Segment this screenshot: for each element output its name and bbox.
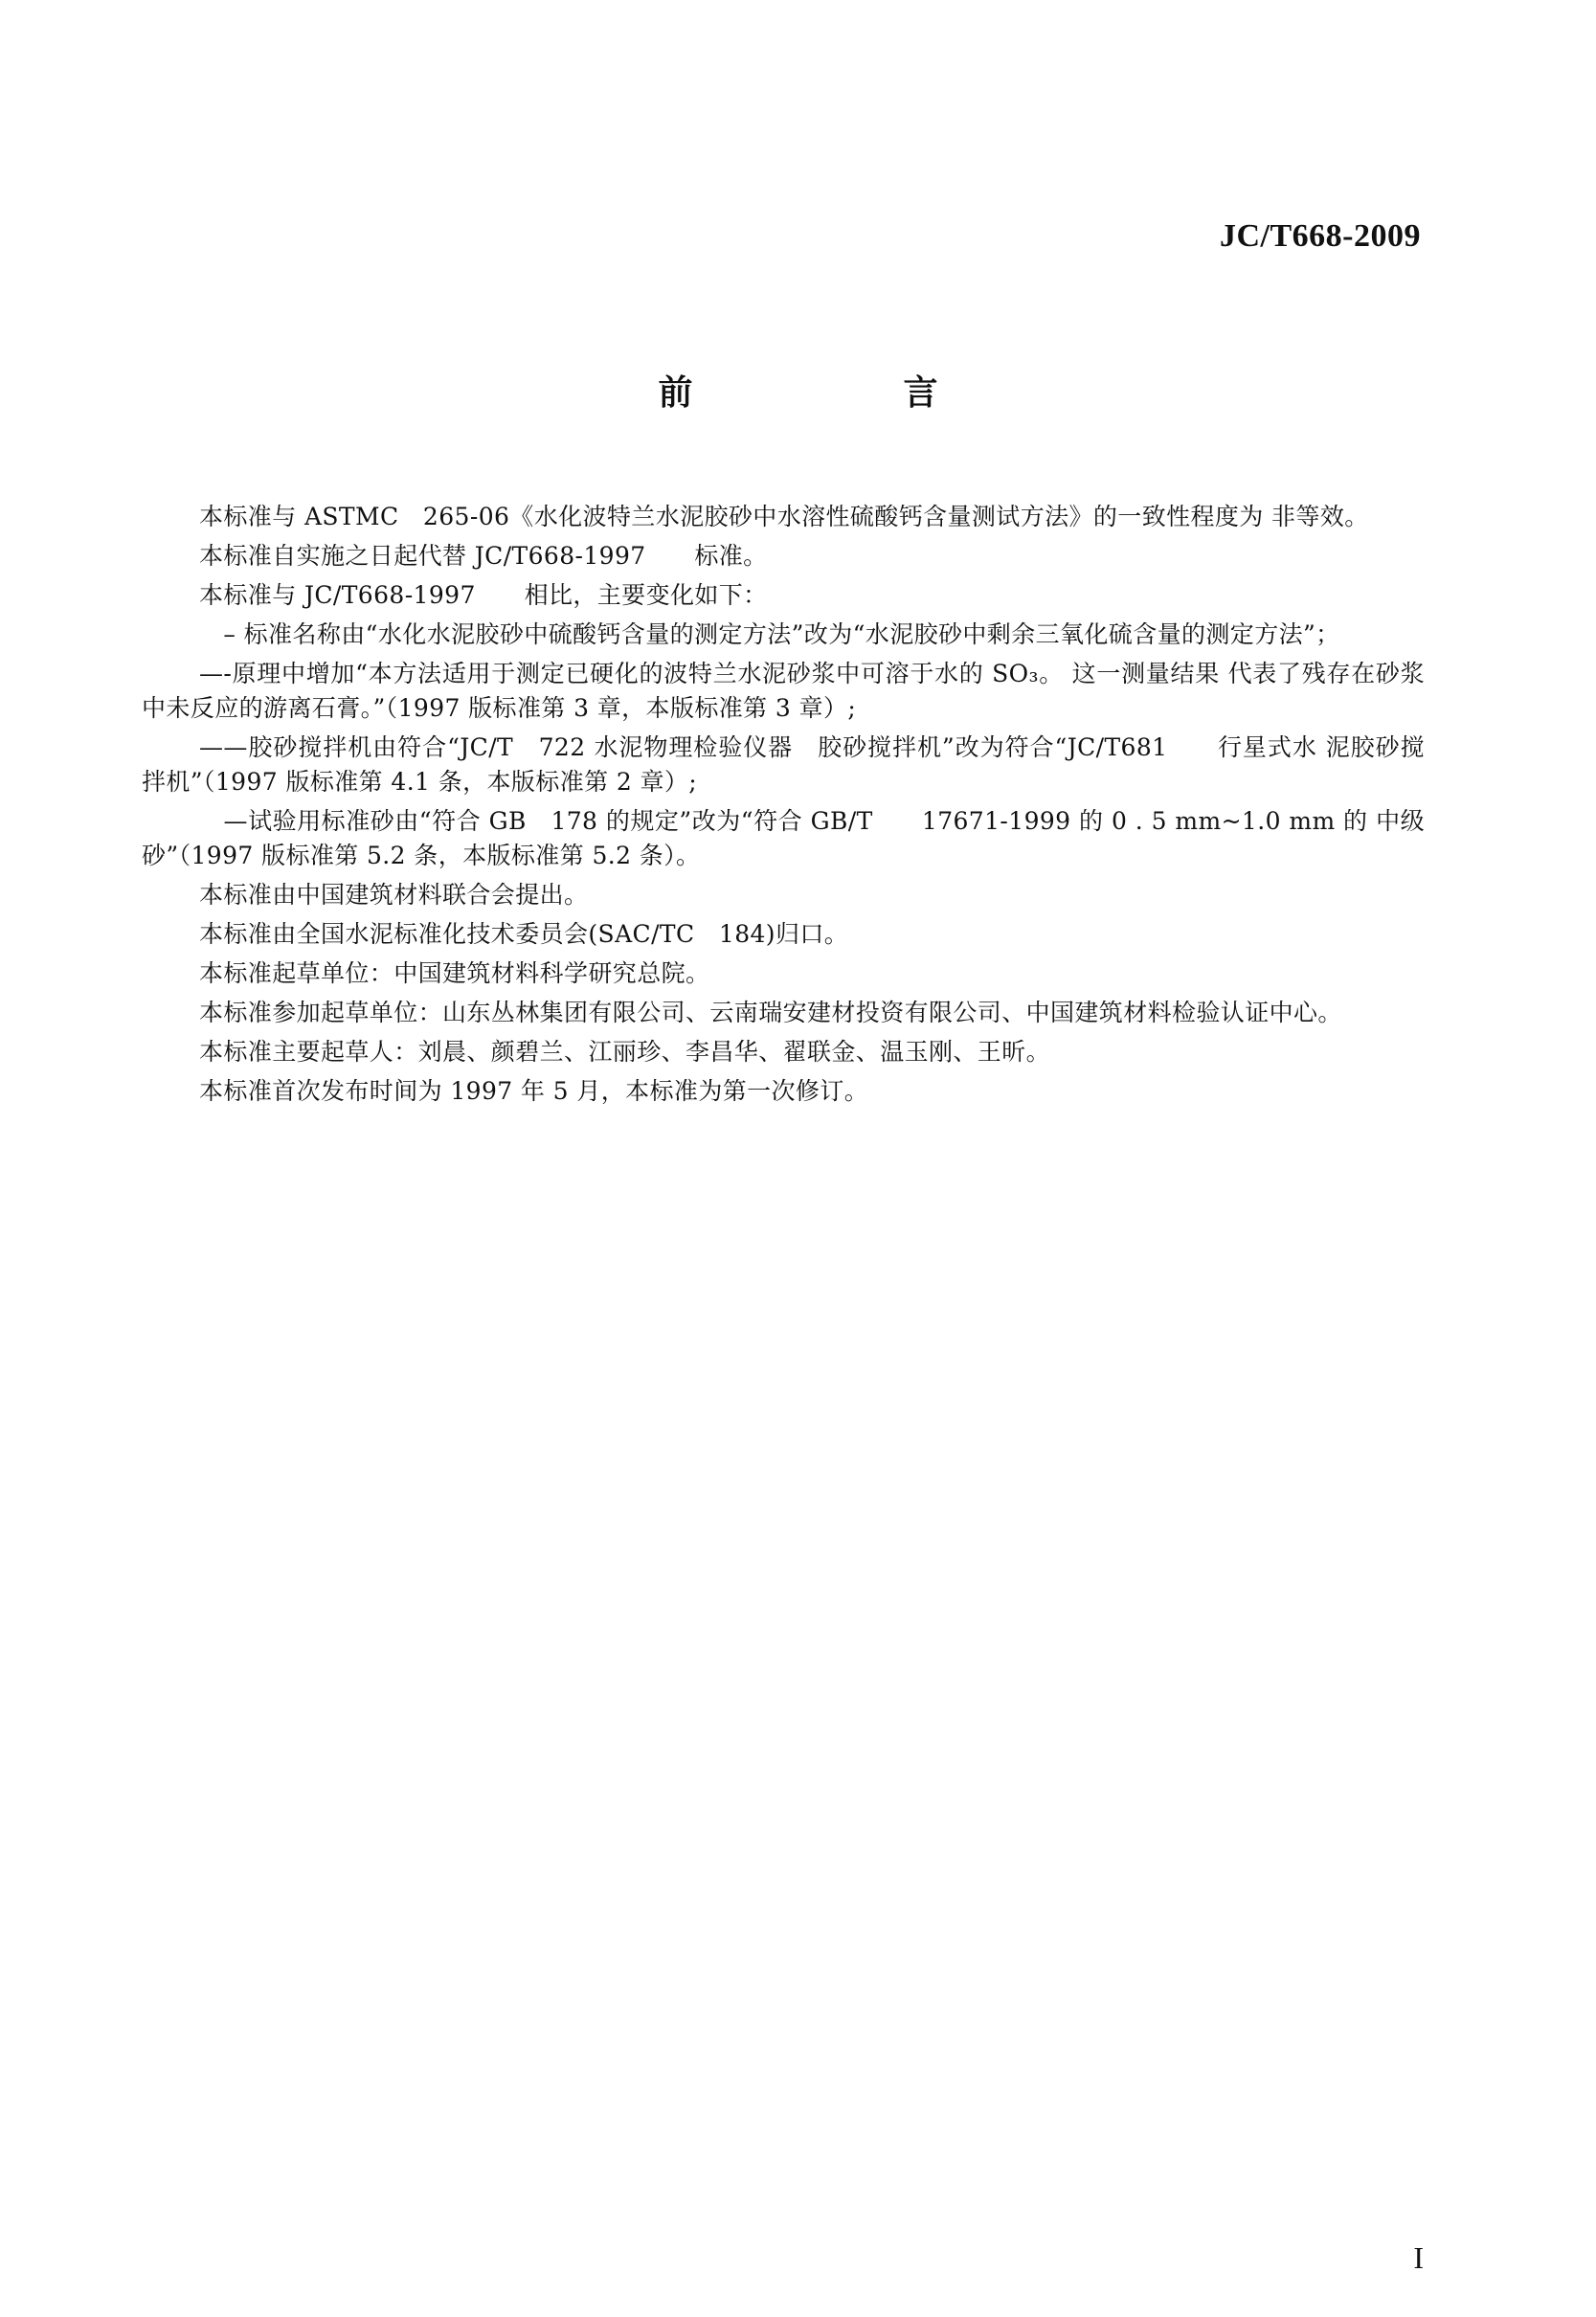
foreword-body — [142, 500, 1425, 1114]
paragraph-managed-by: 本标准由全国水泥标准化技术委员会(SAC/TC 184)归口。 — [199, 920, 849, 948]
paragraph-change-title: – 标准名称由“水化水泥胶砂中硫酸钙含量的测定方法”改为“水泥胶砂中剩余三氧化硫含量的测定方法”； — [199, 620, 1340, 648]
page-number: I — [1413, 2240, 1424, 2275]
page-title: 前 言 — [658, 373, 1026, 413]
paragraph-drafters: 本标准主要起草人：刘晨、颜碧兰、江丽珍、李昌华、翟联金、温玉刚、王昕。 — [199, 1038, 1051, 1066]
paragraph-release-history: 本标准首次发布时间为 1997 年 5 月，本标准为第一次修订。 — [199, 1077, 869, 1105]
paragraph-change-sand: —试验用标准砂由“符合 GB 178 的规定”改为“符合 GB/T 17671-1999 的 0 . 5 mm~1.0 mm 的 中级砂”（1997 版标准第 5.2 条，本版标准第 5.2 条）。 — [142, 807, 1425, 869]
paragraph-drafting-unit: 本标准起草单位：中国建筑材料科学研究总院。 — [199, 959, 710, 987]
paragraph-proposed-by: 本标准由中国建筑材料联合会提出。 — [199, 881, 589, 909]
paragraph-consistency: 本标准与 ASTMC 265-06《水化波特兰水泥胶砂中水溶性硫酸钙含量测试方法》的一致性程度为 非等效。 — [199, 503, 1369, 530]
paragraph-change-principle: —-原理中增加“本方法适用于测定已硬化的波特兰水泥砂浆中可溶于水的 SO₃。 这一测量结果 代表了残存在砂浆中未反应的游离石膏。”（1997 版标准第 3 章，本版标准第 3 章）; — [142, 660, 1425, 722]
paragraph-participating-units: 本标准参加起草单位：山东丛林集团有限公司、云南瑞安建材投资有限公司、中国建筑材料检验认证中心。 — [199, 999, 1342, 1026]
paragraph-change-mixer: ——胶砂搅拌机由符合“JC/T 722 水泥物理检验仪器 胶砂搅拌机”改为符合“JC/T681 行星式水 泥胶砂搅拌机”（1997 版标准第 4.1 条，本版标准第 2 章）; — [142, 733, 1425, 796]
document-code: JC/T668-2009 — [1220, 218, 1421, 254]
paragraph-replaces: 本标准自实施之日起代替 JC/T668-1997 标准。 — [199, 542, 768, 570]
paragraph-changes-intro: 本标准与 JC/T668-1997 相比，主要变化如下： — [199, 581, 768, 609]
